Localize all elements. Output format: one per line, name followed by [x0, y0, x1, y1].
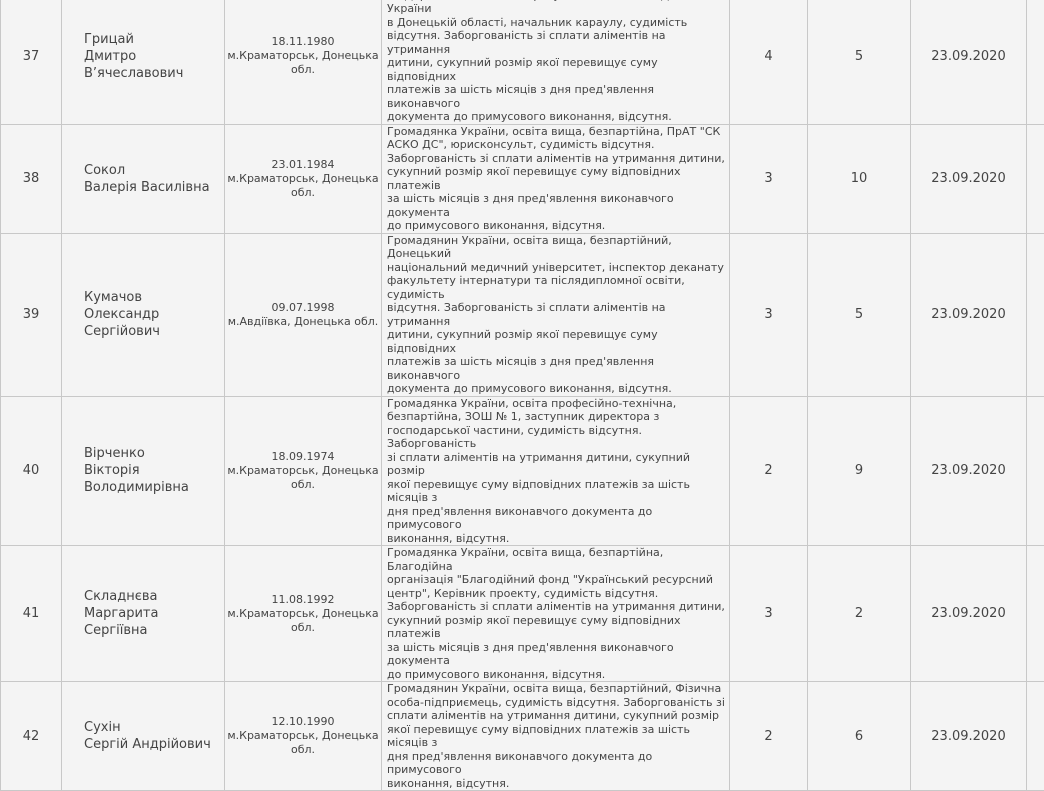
row-number: 38 [1, 171, 61, 186]
value-2: 9 [808, 463, 910, 478]
birth-info-cell [225, 396, 382, 546]
birth-info-cell [225, 546, 382, 682]
registration-date-cell [911, 124, 1027, 233]
birth-info: 09.07.1998 м.Авдіївка, Донецька обл. [225, 301, 381, 329]
registration-date-cell [911, 546, 1027, 682]
row-number-cell [1, 233, 62, 396]
row-number-cell [1, 124, 62, 233]
value-2-cell [808, 682, 911, 791]
registration-date: 23.09.2020 [911, 171, 1026, 186]
registration-date-cell [911, 682, 1027, 791]
candidate-bio: Громадянин України, освіта вища, безпартійний, Фізична особа-підприємець, судимість відсутня. Заборгованість зі сплати аліментів на утримання дитини, сукупний розмір якої перевищує суму відповідних платежів за шість місяців з дня пред'явлення виконавчого документа до примусового виконання, відсутня. [387, 682, 725, 790]
row-edge-cell [1027, 0, 1044, 124]
value-1-cell [730, 233, 808, 396]
table-row [1, 0, 1044, 124]
row-number-cell [1, 682, 62, 791]
candidate-bio: Громадянин України, освіта вища, безпартійний, Донецький національний медичний університет, інспектор деканату факультету інтернатури та післядипломної освіти, судимість відсутня. Заборгованість зі сплати аліментів на утримання дитини, сукупний розмір якої перевищує суму відповідних платежів за шість місяців з дня пред'явлення виконавчого документa до примусового виконання, відсутня. [387, 234, 725, 396]
birth-info-cell [225, 233, 382, 396]
candidate-bio: Громадянка України, освіта вища, безпартійна, ПрАТ "СК АСКО ДС", юрисконсульт, судимість відсутня. Заборгованість зі сплати аліментів на утримання дитини, сукупний розмір якої перевищує суму відповідних платежів за шість місяців з дня пред'явлення виконавчого документа до примусового виконання, відсутня. [387, 125, 725, 233]
value-1-cell [730, 682, 808, 791]
value-1: 4 [730, 49, 807, 64]
table-row [1, 396, 1044, 546]
value-2: 2 [808, 606, 910, 621]
value-1: 2 [730, 729, 807, 744]
candidate-name: Складнєва Маргарита Сергіївна [84, 588, 224, 639]
table-row [1, 546, 1044, 682]
candidate-name-cell [62, 233, 225, 396]
table-row [1, 682, 1044, 791]
candidate-name: Грицай Дмитро В’ячеславович [84, 31, 224, 82]
candidate-name-cell [62, 124, 225, 233]
candidate-bio-cell [382, 546, 730, 682]
value-2-cell [808, 546, 911, 682]
table-row [1, 233, 1044, 396]
value-1-cell [730, 0, 808, 124]
row-number: 39 [1, 307, 61, 322]
birth-info-cell [225, 682, 382, 791]
registration-date: 23.09.2020 [911, 463, 1026, 478]
birth-info: 11.08.1992 м.Краматорськ, Донецька обл. [225, 593, 381, 635]
value-1: 3 [730, 171, 807, 186]
registration-date-cell [911, 0, 1027, 124]
row-edge-cell [1027, 233, 1044, 396]
row-edge-cell [1027, 682, 1044, 791]
candidate-bio-cell [382, 0, 730, 124]
registration-date: 23.09.2020 [911, 307, 1026, 322]
value-2: 6 [808, 729, 910, 744]
value-1-cell [730, 124, 808, 233]
candidate-bio: Громадянка України, освіта професійно-технічна, безпартійна, ЗОШ № 1, заступник директора з господарської частини, судимість відсутня. Заборгованість зі сплати аліментів на утримання дитини, сукупний розмір якої перевищує суму відповідних платежів за шість місяців з дня пред'явлення виконавчого документа до примусового виконання, відсутня. [387, 397, 725, 546]
row-edge-cell [1027, 396, 1044, 546]
row-number-cell [1, 546, 62, 682]
value-2-cell [808, 124, 911, 233]
row-edge-cell [1027, 546, 1044, 682]
candidate-bio: Громадянка України, освіта вища, безпартійна, Благодійна організація "Благодійний фонд "Український ресурсний центр", Керівник проекту, судимість відсутня. Заборгованість зі сплати аліментів на утримання дитини, сукупний розмір якої перевищує суму відповідних платежів за шість місяців з дня пред'явлення виконавчого документа до примусового виконання, відсутня. [387, 546, 725, 681]
birth-info: 23.01.1984 м.Краматорськ, Донецька обл. [225, 158, 381, 200]
candidate-name-cell [62, 0, 225, 124]
row-number: 40 [1, 463, 61, 478]
value-2: 5 [808, 307, 910, 322]
candidate-name: Сухін Сергій Андрійович [84, 719, 224, 753]
candidate-name-cell [62, 396, 225, 546]
candidate-bio-cell [382, 124, 730, 233]
value-1-cell [730, 546, 808, 682]
registration-date-cell [911, 233, 1027, 396]
birth-info-cell [225, 124, 382, 233]
value-2-cell [808, 233, 911, 396]
table-body [1, 0, 1044, 791]
registration-date-cell [911, 396, 1027, 546]
birth-info-cell [225, 0, 382, 124]
value-1: 2 [730, 463, 807, 478]
candidate-bio-cell [382, 233, 730, 396]
value-1-cell [730, 396, 808, 546]
registration-date: 23.09.2020 [911, 49, 1026, 64]
candidate-name: Сокол Валерія Василівна [84, 162, 224, 196]
candidate-name: Кумачов Олександр Сергійович [84, 289, 224, 340]
value-2: 10 [808, 171, 910, 186]
row-number: 42 [1, 729, 61, 744]
registration-date: 23.09.2020 [911, 606, 1026, 621]
row-number: 37 [1, 49, 61, 64]
value-2: 5 [808, 49, 910, 64]
candidate-bio: України в Донецькій області, начальник караулу, судимість відсутня. Заборгованість зі сплати аліментів на утримання дитини, сукупний розмір якої перевищує суму відповідних платежів за шість місяців з дня пред'явлення виконавчого документa до примусового виконання, відсутня. [387, 0, 725, 124]
candidate-bio-cell [382, 396, 730, 546]
birth-info: 12.10.1990 м.Краматорськ, Донецька обл. [225, 715, 381, 757]
table-row [1, 124, 1044, 233]
candidate-name: Вірченко Вікторія Володимирівна [84, 445, 224, 496]
row-number-cell [1, 0, 62, 124]
value-1: 3 [730, 606, 807, 621]
birth-info: 18.11.1980 м.Краматорськ, Донецька обл. [225, 35, 381, 77]
registration-date: 23.09.2020 [911, 729, 1026, 744]
candidate-bio-cell [382, 682, 730, 791]
value-2-cell [808, 396, 911, 546]
value-2-cell [808, 0, 911, 124]
candidate-name-cell [62, 546, 225, 682]
row-edge-cell [1027, 124, 1044, 233]
row-number: 41 [1, 606, 61, 621]
row-number-cell [1, 396, 62, 546]
candidate-name-cell [62, 682, 225, 791]
birth-info: 18.09.1974 м.Краматорськ, Донецька обл. [225, 450, 381, 492]
value-1: 3 [730, 307, 807, 322]
